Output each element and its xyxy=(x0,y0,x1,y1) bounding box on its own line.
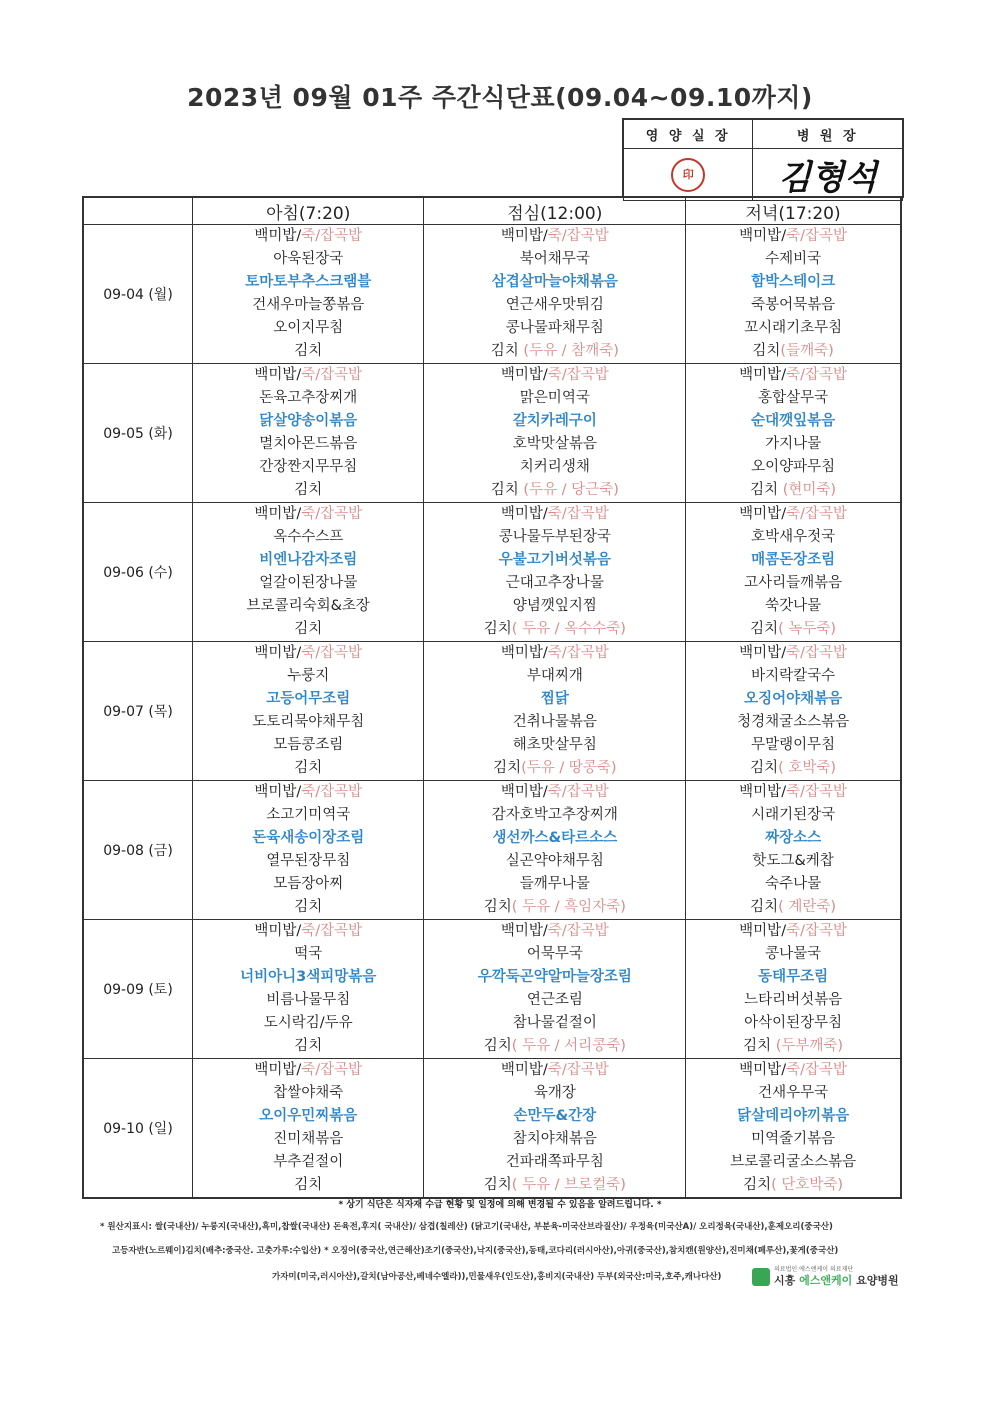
origin-line-2: 고등자반(노르웨이)김치(배추:중국산. 고춧가루:수입산) * 오징어(중국산,연근해산)조기(중국산),낙지(중국산),동태,코다리(러시아산),아귀(중국산),참치캔(원양산),진미채(페루산),꽃게(중국산) xyxy=(112,1246,839,1256)
day-date: 09-10 (일) xyxy=(83,1059,193,1199)
menu-item: 느타리버섯볶음 xyxy=(744,992,843,1008)
menu-item: 떡국 xyxy=(294,946,323,962)
menu-item: 백미밥/죽/잡곡밥 xyxy=(739,506,847,522)
hospital-logo xyxy=(752,1264,899,1290)
menu-item: 옥수수스프 xyxy=(273,529,344,545)
menu-item: 도시락김/두유 xyxy=(263,1015,353,1031)
origin-line-1: * 원산지표시: 쌀(국내산)/ 누룽지(국내산),흑미,찹쌀(국내산) 돈육전,후지( 국내산)/ 삼겹(칠레산) (닭고기(국내산, 부분육-미국산브라질산)/ 우정육(미국산A)/ 오리정육(국내산),훈제오리(중국산) xyxy=(100,1222,833,1232)
menu-item: 브로콜리굴소스볶음 xyxy=(730,1154,857,1170)
nutrition-stamp-cell xyxy=(624,149,753,201)
dinner-cell xyxy=(686,225,901,364)
breakfast-cell xyxy=(193,1059,424,1199)
menu-item: 닭살데리야끼볶음 xyxy=(737,1108,850,1124)
director-signature-cell xyxy=(753,149,903,201)
stamp-icon: 印 xyxy=(671,158,705,192)
lunch-cell xyxy=(424,920,686,1059)
menu-item: 백미밥/죽/잡곡밥 xyxy=(254,367,363,383)
director-label: 병 원 장 xyxy=(753,120,903,149)
menu-item: 백미밥/죽/잡곡밥 xyxy=(500,923,609,939)
breakfast-cell xyxy=(193,920,424,1059)
menu-item: 김치 xyxy=(294,343,323,359)
menu-item: 도토리묵야채무침 xyxy=(252,714,365,730)
menu-item: 김치( 두유 / 브로컬죽) xyxy=(483,1177,626,1193)
menu-item: 백미밥/죽/잡곡밥 xyxy=(739,1062,847,1078)
menu-item: 건새우무국 xyxy=(758,1085,829,1101)
menu-item: 김치( 호박죽) xyxy=(750,760,837,776)
menu-item: 오이우민찌볶음 xyxy=(259,1108,358,1124)
breakfast-cell xyxy=(193,225,424,364)
menu-item: 실곤약야채무침 xyxy=(505,853,604,869)
menu-item: 누룽지 xyxy=(287,668,330,684)
menu-item: 김치 (현미죽) xyxy=(750,482,837,498)
breakfast-cell xyxy=(193,503,424,642)
menu-item: 백미밥/죽/잡곡밥 xyxy=(500,228,609,244)
dinner-cell xyxy=(686,642,901,781)
menu-item: 김치( 계란죽) xyxy=(750,899,837,915)
menu-item: 김치 xyxy=(294,760,323,776)
menu-item: 홍합살무국 xyxy=(758,390,829,406)
menu-item: 김치( 녹두죽) xyxy=(750,621,837,637)
logo-hospital-name: 시흥 에스앤케이 요양병원 xyxy=(774,1274,899,1287)
menu-item: 너비아니3색피망볶음 xyxy=(240,969,377,985)
menu-item: 꼬시래기초무침 xyxy=(744,320,843,336)
menu-item: 건새우마늘쫑볶음 xyxy=(252,297,365,313)
lunch-cell xyxy=(424,1059,686,1199)
menu-item: 생선까스&타르소스 xyxy=(492,830,618,846)
lunch-cell xyxy=(424,503,686,642)
menu-item: 북어채무국 xyxy=(519,251,590,267)
menu-item: 모듬콩조림 xyxy=(273,737,344,753)
menu-item: 오이양파무침 xyxy=(751,459,836,475)
menu-item: 청경채굴소스볶음 xyxy=(737,714,850,730)
day-date: 09-09 (토) xyxy=(83,920,193,1059)
menu-item: 건취나물볶음 xyxy=(512,714,597,730)
breakfast-cell xyxy=(193,364,424,503)
header-dinner: 저녁(17:20) xyxy=(686,197,901,225)
breakfast-cell xyxy=(193,642,424,781)
header-breakfast: 아침(7:20) xyxy=(193,197,424,225)
lunch-cell xyxy=(424,225,686,364)
menu-item: 가지나물 xyxy=(765,436,822,452)
menu-item: 우불고기버섯볶음 xyxy=(498,552,611,568)
menu-item: 김치 (두부깨죽) xyxy=(743,1038,844,1054)
menu-item: 삼겹살마늘야채볶음 xyxy=(491,274,618,290)
menu-item: 돈육새송이장조림 xyxy=(252,830,365,846)
menu-item: 백미밥/죽/잡곡밥 xyxy=(254,506,363,522)
day-date: 09-06 (수) xyxy=(83,503,193,642)
menu-item: 백미밥/죽/잡곡밥 xyxy=(500,1062,609,1078)
nutrition-manager-label: 영 양 실 장 xyxy=(624,120,753,149)
menu-item: 핫도그&케찹 xyxy=(752,853,834,869)
day-date: 09-04 (월) xyxy=(83,225,193,364)
menu-item: 모듬장아찌 xyxy=(273,876,344,892)
menu-item: 고등어무조림 xyxy=(266,691,351,707)
menu-item: 오징어야채볶음 xyxy=(744,691,843,707)
menu-item: 연근새우맛튀김 xyxy=(505,297,604,313)
day-row xyxy=(83,781,901,920)
menu-item: 백미밥/죽/잡곡밥 xyxy=(739,228,847,244)
menu-item: 백미밥/죽/잡곡밥 xyxy=(254,923,363,939)
menu-item: 죽봉어묵볶음 xyxy=(751,297,836,313)
menu-item: 김치( 두유 / 흑임자죽) xyxy=(483,899,626,915)
menu-item: 건파래쪽파무침 xyxy=(505,1154,604,1170)
menu-item: 백미밥/죽/잡곡밥 xyxy=(739,367,847,383)
menu-item: 백미밥/죽/잡곡밥 xyxy=(254,784,363,800)
day-row xyxy=(83,225,901,364)
menu-item: 고사리들깨볶음 xyxy=(744,575,843,591)
menu-item: 감자호박고추장찌개 xyxy=(491,807,618,823)
menu-item: 김치(들깨죽) xyxy=(752,343,834,359)
day-date: 09-05 (화) xyxy=(83,364,193,503)
menu-item: 백미밥/죽/잡곡밥 xyxy=(254,228,363,244)
menu-item: 간장짠지무무침 xyxy=(259,459,358,475)
day-date: 09-08 (금) xyxy=(83,781,193,920)
menu-item: 김치 xyxy=(294,899,323,915)
menu-item: 아삭이된장무침 xyxy=(744,1015,843,1031)
menu-item: 부추겉절이 xyxy=(273,1154,344,1170)
menu-item: 참나물겉절이 xyxy=(512,1015,597,1031)
menu-item: 들깨무나물 xyxy=(519,876,590,892)
menu-item: 백미밥/죽/잡곡밥 xyxy=(739,645,847,661)
menu-item: 김치 xyxy=(294,1177,323,1193)
menu-item: 연근조림 xyxy=(526,992,583,1008)
dinner-cell xyxy=(686,781,901,920)
menu-item: 시래기된장국 xyxy=(751,807,836,823)
menu-item: 우깍둑곤약알마늘장조림 xyxy=(477,969,632,985)
day-date: 09-07 (목) xyxy=(83,642,193,781)
logo-foundation-text: 의료법인 에스앤케이 의료재단 xyxy=(774,1266,854,1273)
menu-item: 열무된장무침 xyxy=(266,853,351,869)
menu-item: 백미밥/죽/잡곡밥 xyxy=(500,506,609,522)
menu-item: 콩나물두부된장국 xyxy=(498,529,611,545)
menu-item: 순대깻잎볶음 xyxy=(751,413,836,429)
menu-item: 백미밥/죽/잡곡밥 xyxy=(254,1062,363,1078)
menu-item: 멸치아몬드볶음 xyxy=(259,436,358,452)
logo-icon xyxy=(752,1268,770,1286)
menu-item: 손만두&간장 xyxy=(513,1108,597,1124)
menu-item: 브로콜리숙회&초장 xyxy=(246,598,370,614)
signature: 김형석 xyxy=(778,158,877,198)
approval-box xyxy=(622,118,904,198)
menu-item: 백미밥/죽/잡곡밥 xyxy=(500,784,609,800)
menu-item: 백미밥/죽/잡곡밥 xyxy=(739,923,847,939)
menu-item: 김치(두유 / 땅콩죽) xyxy=(493,760,617,776)
menu-item: 얼갈이된장나물 xyxy=(259,575,358,591)
menu-item: 미역줄기볶음 xyxy=(751,1131,836,1147)
menu-item: 근대고추장나물 xyxy=(505,575,604,591)
menu-item: 쑥갓나물 xyxy=(765,598,822,614)
lunch-cell xyxy=(424,642,686,781)
menu-item: 수제비국 xyxy=(765,251,822,267)
lunch-cell xyxy=(424,781,686,920)
menu-item: 김치 (두유 / 참깨죽) xyxy=(490,343,619,359)
menu-item: 참치야채볶음 xyxy=(512,1131,597,1147)
menu-item: 비름나물무침 xyxy=(266,992,351,1008)
menu-item: 찹쌀야채죽 xyxy=(273,1085,344,1101)
notice-text: * 상기 식단은 식자재 수급 현황 및 일정에 의해 변경될 수 있음을 알려드립니다. * xyxy=(338,1200,662,1210)
menu-item: 양념깻잎지찜 xyxy=(512,598,597,614)
menu-item: 해초맛살무침 xyxy=(512,737,597,753)
menu-item: 진미채볶음 xyxy=(273,1131,344,1147)
breakfast-cell xyxy=(193,781,424,920)
menu-item: 찜닭 xyxy=(540,691,569,707)
menu-item: 동태무조림 xyxy=(758,969,829,985)
menu-item: 매콤돈장조림 xyxy=(751,552,836,568)
dinner-cell xyxy=(686,920,901,1059)
day-row xyxy=(83,920,901,1059)
menu-item: 백미밥/죽/잡곡밥 xyxy=(500,367,609,383)
menu-item: 돈육고추장찌개 xyxy=(259,390,358,406)
menu-item: 짜장소스 xyxy=(765,830,822,846)
header-lunch: 점심(12:00) xyxy=(424,197,686,225)
origin-line-3: 가자미(미국,러시아산),갈치(남아공산,베네수엘라)),민물새우(인도산),홍비지(국내산) 두부(외국산:미국,호주,캐나다산) xyxy=(272,1272,722,1282)
menu-item: 바지락칼국수 xyxy=(751,668,836,684)
lunch-cell xyxy=(424,364,686,503)
menu-item: 닭살양송이볶음 xyxy=(259,413,358,429)
weekly-menu-table xyxy=(82,196,902,1199)
menu-item: 김치( 단호박죽) xyxy=(743,1177,844,1193)
menu-item: 어묵무국 xyxy=(526,946,583,962)
menu-item: 숙주나물 xyxy=(765,876,822,892)
menu-item: 토마토부추스크램블 xyxy=(245,274,372,290)
menu-item: 호박새우젓국 xyxy=(751,529,836,545)
page-title: 2023년 09월 01주 주간식단표(09.04~09.10까지) xyxy=(187,83,813,112)
dinner-cell xyxy=(686,364,901,503)
menu-item: 비엔나감자조림 xyxy=(259,552,358,568)
menu-item: 오이지무침 xyxy=(273,320,344,336)
menu-item: 백미밥/죽/잡곡밥 xyxy=(500,645,609,661)
header-date xyxy=(83,197,193,225)
menu-item: 맑은미역국 xyxy=(519,390,590,406)
menu-item: 갈치카레구이 xyxy=(512,413,597,429)
day-row xyxy=(83,364,901,503)
menu-item: 무말랭이무침 xyxy=(751,737,836,753)
menu-item: 치커리생채 xyxy=(519,459,590,475)
menu-item: 아욱된장국 xyxy=(273,251,344,267)
dinner-cell xyxy=(686,1059,901,1199)
menu-item: 콩나물국 xyxy=(765,946,822,962)
day-row xyxy=(83,1059,901,1199)
dinner-cell xyxy=(686,503,901,642)
menu-item: 호박맛살볶음 xyxy=(512,436,597,452)
menu-item: 김치 xyxy=(294,1038,323,1054)
menu-item: 김치( 두유 / 옥수수죽) xyxy=(483,621,626,637)
menu-item: 육개장 xyxy=(533,1085,576,1101)
menu-item: 부대찌개 xyxy=(526,668,583,684)
menu-item: 김치 xyxy=(294,482,323,498)
menu-item: 백미밥/죽/잡곡밥 xyxy=(254,645,363,661)
day-row xyxy=(83,503,901,642)
menu-item: 콩나물파채무침 xyxy=(505,320,604,336)
menu-item: 김치 xyxy=(294,621,323,637)
menu-item: 함박스테이크 xyxy=(751,274,836,290)
menu-item: 김치( 두유 / 서리콩죽) xyxy=(483,1038,626,1054)
menu-item: 소고기미역국 xyxy=(266,807,351,823)
day-row xyxy=(83,642,901,781)
menu-item: 백미밥/죽/잡곡밥 xyxy=(739,784,847,800)
menu-item: 김치 (두유 / 당근죽) xyxy=(490,482,619,498)
